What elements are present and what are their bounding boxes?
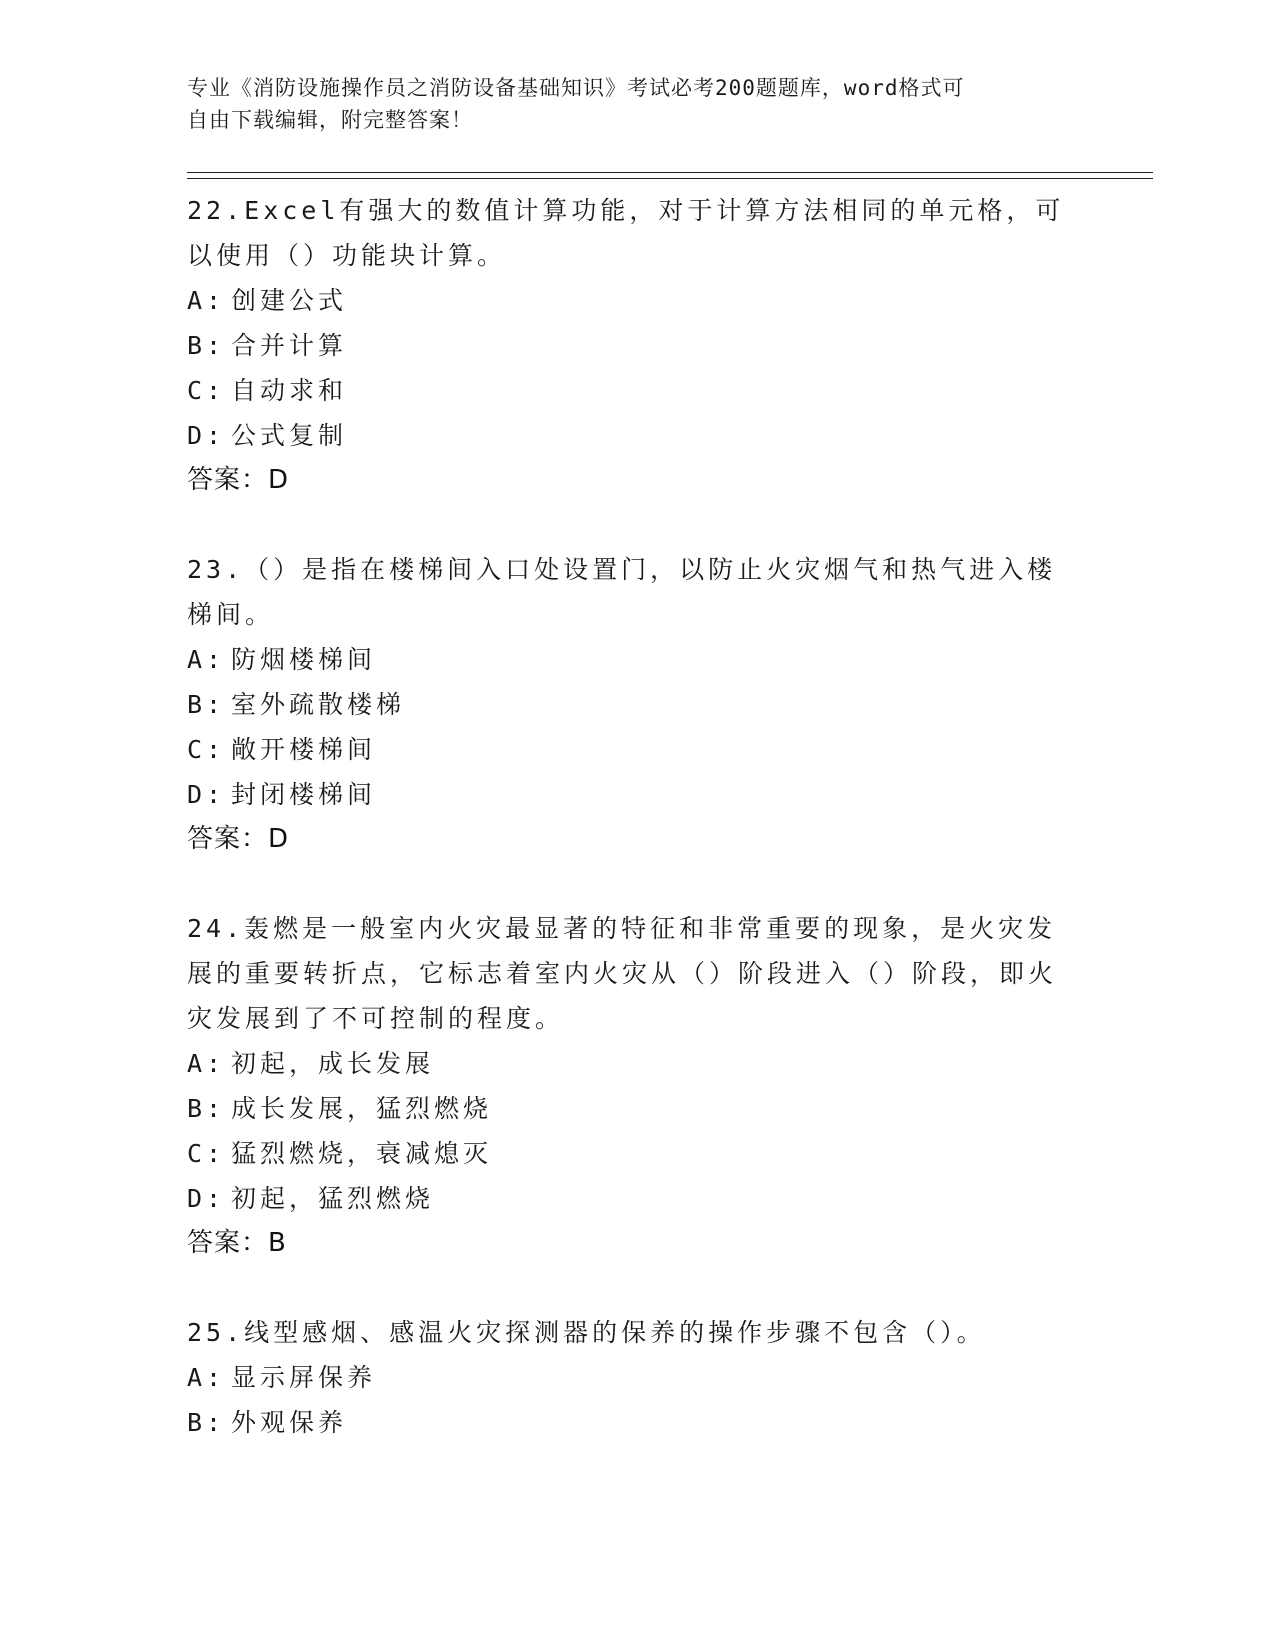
option-b: [187, 682, 1087, 727]
option-key: B:: [187, 1094, 226, 1123]
question-text: 22.Excel有强大的数值计算功能，对于计算方法相同的单元格，可以使用（）功能块计算。: [187, 196, 1065, 270]
document-header: [187, 72, 1067, 136]
question-24: [187, 906, 1087, 1266]
option-c: [187, 727, 1087, 772]
option-c: [187, 368, 1087, 413]
option-text: 成长发展，猛烈燃烧: [231, 1094, 493, 1123]
option-key: A:: [187, 645, 226, 674]
option-d: [187, 1176, 1087, 1221]
header-divider-bottom: [187, 178, 1153, 179]
option-b: [187, 1400, 1087, 1445]
option-key: B:: [187, 690, 226, 719]
option-key: A:: [187, 1049, 226, 1078]
answer-line: 答案：D: [187, 824, 290, 854]
option-text: 防烟楼梯间: [231, 645, 377, 674]
option-key: A:: [187, 1363, 226, 1392]
option-text: 初起，猛烈燃烧: [231, 1184, 435, 1213]
question-25: [187, 1310, 1087, 1445]
option-text: 封闭楼梯间: [231, 780, 377, 809]
question-23: [187, 547, 1087, 862]
header-line-2: 自由下载编辑，附完整答案！: [187, 108, 473, 132]
option-text: 外观保养: [231, 1408, 348, 1437]
option-key: D:: [187, 421, 226, 450]
header-divider-top: [187, 172, 1153, 173]
option-d: [187, 413, 1087, 458]
question-text: 25.线型感烟、感温火灾探测器的保养的操作步骤不包含（）。: [187, 1318, 986, 1347]
answer-line: 答案：D: [187, 465, 290, 495]
header-line-1: 专业《消防设施操作员之消防设备基础知识》考试必考200题题库，word格式可: [187, 76, 965, 100]
question-text: 24.轰燃是一般室内火灾最显著的特征和非常重要的现象，是火灾发展的重要转折点，它标志着室内火灾从（）阶段进入（）阶段，即火灾发展到了不可控制的程度。: [187, 914, 1058, 1033]
option-key: D:: [187, 1184, 226, 1213]
option-key: C:: [187, 376, 226, 405]
option-text: 创建公式: [231, 286, 348, 315]
option-b: [187, 323, 1087, 368]
option-key: C:: [187, 735, 226, 764]
option-text: 敞开楼梯间: [231, 735, 377, 764]
question-list: [187, 188, 1087, 1489]
option-key: B:: [187, 331, 226, 360]
option-text: 公式复制: [231, 421, 348, 450]
option-a: [187, 278, 1087, 323]
option-text: 初起，成长发展: [231, 1049, 435, 1078]
option-key: A:: [187, 286, 226, 315]
question-22: [187, 188, 1087, 503]
option-key: C:: [187, 1139, 226, 1168]
option-a: [187, 1041, 1087, 1086]
option-a: [187, 637, 1087, 682]
option-text: 猛烈燃烧，衰减熄灭: [231, 1139, 493, 1168]
option-text: 自动求和: [231, 376, 348, 405]
option-d: [187, 772, 1087, 817]
option-text: 合并计算: [231, 331, 348, 360]
option-text: 室外疏散楼梯: [231, 690, 406, 719]
option-text: 显示屏保养: [231, 1363, 377, 1392]
question-text: 23.（）是指在楼梯间入口处设置门，以防止火灾烟气和热气进入楼梯间。: [187, 555, 1057, 629]
option-a: [187, 1355, 1087, 1400]
answer-line: 答案：B: [187, 1228, 287, 1258]
option-b: [187, 1086, 1087, 1131]
option-c: [187, 1131, 1087, 1176]
option-key: B:: [187, 1408, 226, 1437]
option-key: D:: [187, 780, 226, 809]
